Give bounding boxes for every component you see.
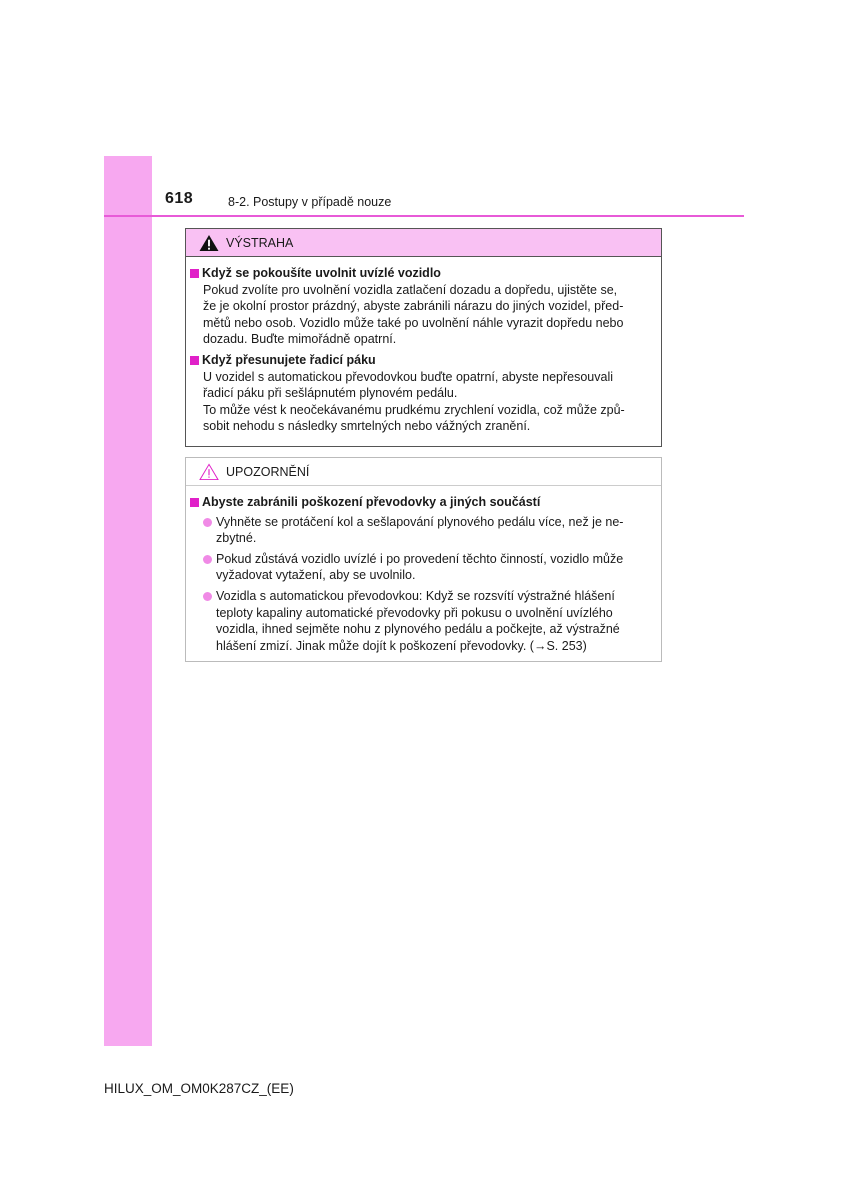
- text-line: zbytné.: [216, 531, 257, 546]
- document-code: HILUX_OM_OM0K287CZ_(EE): [104, 1081, 294, 1096]
- warning-box-header: [186, 229, 661, 257]
- text-line: vozidla, ihned sejměte nohu z plynového pedálu a počkejte, až výstražné: [216, 622, 620, 637]
- caution-box-header: [186, 458, 661, 486]
- warning-section-heading-text: Když se pokoušíte uvolnit uvízlé vozidlo: [202, 266, 441, 280]
- text-line: mětů nebo osob. Vozidlo může také po uvolnění náhle vyrazit dopředu nebo: [203, 315, 624, 330]
- section-title: 8-2. Postupy v případě nouze: [228, 195, 392, 209]
- text-line: teploty kapaliny automatické převodovky při pokusu o uvolnění uvízlého: [216, 605, 613, 620]
- caution-section-heading-text: Abyste zabránili poškození převodovky a jiných součástí: [202, 495, 541, 509]
- caution-title: UPOZORNĚNÍ: [226, 464, 310, 479]
- text-line: řadicí páku při sešlápnutém plynovém pedálu.: [203, 386, 458, 401]
- caution-bullet-item: [190, 551, 653, 584]
- text-line: vyžadovat vytažení, aby se uvolnilo.: [216, 568, 416, 583]
- text-line: Pokud zvolíte pro uvolnění vozidla zatlačení dozadu a dopředu, ujistěte se,: [203, 282, 618, 297]
- text-line: Vozidla s automatickou převodovkou: Když se rozsvítí výstražné hlášení: [216, 588, 615, 603]
- warning-triangle-icon: [198, 234, 220, 252]
- caution-box-body: [186, 486, 661, 654]
- caution-bullet-item: [190, 514, 653, 547]
- pink-bullet-dot: [203, 592, 212, 601]
- pink-bullet-dot: [203, 518, 212, 527]
- text-line: Vyhněte se protáčení kol a sešlapování plynového pedálu více, než je ne-: [216, 514, 624, 529]
- warning-box-body: [186, 257, 661, 435]
- page-number: 618: [165, 190, 194, 207]
- warning-paragraph: [190, 369, 653, 435]
- warning-section-heading-text: Když přesunujete řadicí páku: [202, 352, 376, 367]
- warning-section-heading: [190, 265, 653, 282]
- text-line: sobit nehodu s následky smrtelných nebo vážných zranění.: [203, 419, 531, 434]
- caution-box: [185, 457, 662, 662]
- chapter-tab-bar: [104, 156, 152, 1046]
- text-line: dozadu. Buďte mimořádně opatrní.: [203, 332, 397, 347]
- magenta-square-marker: [190, 356, 199, 365]
- header-rule: [104, 215, 744, 217]
- caution-bullet-item: [190, 588, 653, 654]
- text-line: že je okolní prostor prázdný, abyste zabránili nárazu do jiných vozidel, před-: [203, 299, 624, 314]
- text-line: U vozidel s automatickou převodovkou buďte opatrní, abyste nepřesouvali: [203, 369, 614, 384]
- pink-bullet-dot: [203, 555, 212, 564]
- caution-triangle-icon: [198, 463, 220, 481]
- text-line: hlášení zmizí. Jinak může dojít k poškození převodovky. (→S. 253): [216, 638, 587, 653]
- warning-section-heading: [190, 352, 653, 369]
- text-line: To může vést k neočekávanému prudkému zrychlení vozidla, což může způ-: [203, 402, 625, 417]
- text-line: Pokud zůstává vozidlo uvízlé i po provedení těchto činností, vozidlo může: [216, 551, 624, 566]
- warning-title: VÝSTRAHA: [226, 235, 294, 250]
- warning-paragraph: [190, 282, 653, 348]
- magenta-square-marker: [190, 498, 199, 507]
- magenta-square-marker: [190, 269, 199, 278]
- warning-box: [185, 228, 662, 447]
- caution-section-heading: [190, 494, 653, 511]
